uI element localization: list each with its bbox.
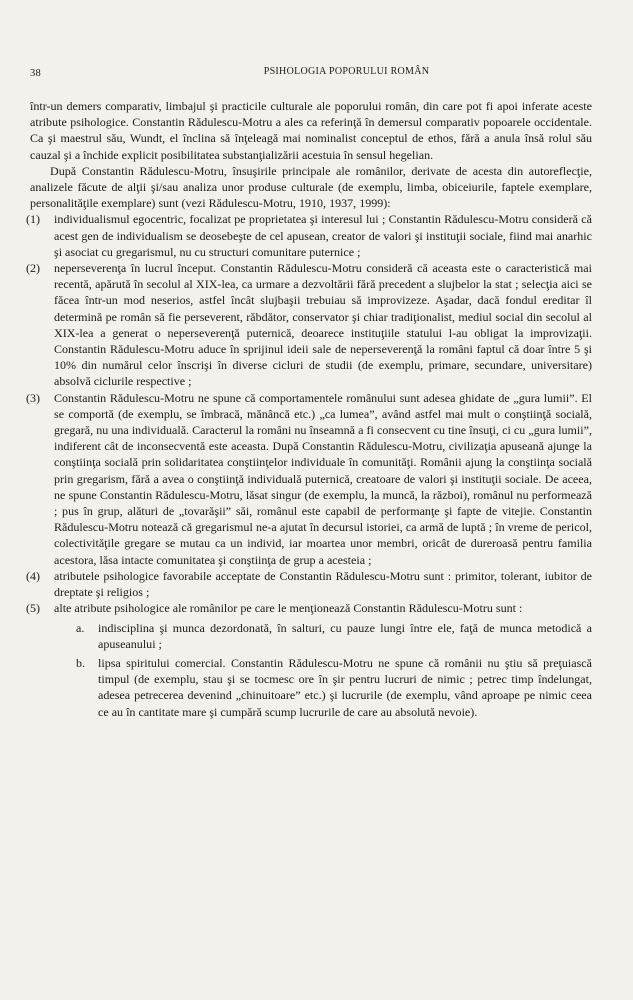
list-item-text: Constantin Rădulescu-Motru ne spune că comportamentele românului sunt adesea ghidate de „gura lumii”. El se comportă (de exemplu, se îmbracă, mănâncă etc.) „ca lumea”, având astfel mai mult o conştiinţă socială, gregară, nu una individuală. Caracterul la români nu înseamnă a fi consecvent cu tine însuţi, ci cu „gura lumii”, indiferent cât de inconsecventă este aceasta. După Constantin Rădulescu-Motru, civilizaţia apuseană ajunge la conştiinţa socială prin solidaritatea conştiinţelor individuale în comunităţi. Românii ajung la conştiinţa socială prin gregarism, fără a avea o conştiinţă individuală puternică, creatoare de valori şi instituţii sociale. De aceea, ne spune Constantin Rădulescu-Motru, lăsat singur (de exemplu, la muncă, la război), românul nu performează ; pus în grup, alături de „tovarăşii” săi, românul este capabil de performanţe şi fapte de vitejie. Constantin Rădulescu-Motru notează că gregarismul ne-a ajutat în decursul istoriei, ca armă de luptă ; în vreme de pericol, colectivităţile gregare se mutau ca un individ, iar moartea unor membri, oricât de dureroasă pentru familia acestora, lăsa intacte comunitatea şi conştiinţa de grup a acesteia ; xyxy=(54,390,592,567)
paragraph: într-un demers comparativ, limbajul şi practicile culturale ale poporului român, din care pot fi apoi inferate aceste atribute psihologice. Constantin Rădulescu-Motru a ales ca referinţă în demersul comparativ popoarele occidentale. Ca şi maestrul său, Wundt, el înclina să înţeleagă mai nominalist conceptul de ethos, fără a anula însă rolul său cauzal şi a închide explicit posibilitatea substanţializării acestuia în sensul hegelian. xyxy=(30,99,592,162)
page-header xyxy=(30,66,593,80)
list-item xyxy=(26,600,592,719)
list-item-marker: (3) xyxy=(26,390,41,405)
list-item xyxy=(26,211,592,260)
list-item xyxy=(26,568,592,600)
sublist-item-marker: a. xyxy=(76,620,85,635)
numbered-list xyxy=(26,211,592,719)
body-text xyxy=(26,98,592,720)
list-item xyxy=(26,260,592,390)
sublist-item-marker: b. xyxy=(76,655,86,670)
running-title: PSIHOLOGIA POPORULUI ROMÂN xyxy=(263,66,430,77)
sublist-item-text: indisciplina şi munca dezordonată, în salturi, cu pauze lungi între ele, faţă de munca metodică a apuseanului ; xyxy=(98,620,592,651)
list-item xyxy=(26,390,592,568)
list-item-marker: (1) xyxy=(26,212,41,227)
sublist-item xyxy=(74,620,592,652)
sublist-item xyxy=(74,655,592,720)
page-number: 38 xyxy=(30,68,42,79)
list-item-text: neperseverenţa în lucrul început. Constantin Rădulescu-Motru consideră că aceasta este o caracteristică mai recentă, apărută în secolul al XIX-lea, ca urmare a dezvoltării fără precedent a slujbelor la stat ; selecţia aici se făcea într-un mod neserios, astfel încât slujbaşii trebuiau să improvizeze. Aşadar, dacă fondul ereditar îl determină pe român să fie perseverent, răbdător, conservator şi chiar tradiţionalist, mediul social din secolul al XIX-lea a generat o neperseverenţă puternică, deoarece instituţiile statului l-au obligat la improvizaţii. Constantin Rădulescu-Motru aduce în sprijinul ideii sale de neperseverenţă la români faptul că doar între 5 şi 10% din numărul celor înscrişi în diverse cicluri de studii (de exemplu, primare, secundare, universitare) absolvă ciclurile respective ; xyxy=(54,261,592,389)
list-item-marker: (4) xyxy=(26,568,41,583)
lettered-sublist xyxy=(54,620,592,720)
sublist-item-text: lipsa spiritului comercial. Constantin Rădulescu-Motru ne spune că românii nu ştiu să preţuiască timpul (de exemplu, stau şi se tocmesc ore în şir pentru lucruri de nimic ; petrec timp îndelungat, adesea petrecerea devenind „chinuitoare” etc.) şi lucrurile (de exemplu, vând aproape pe nimic ceea ce au în cantitate mare şi cumpără scump lucrurile de care au absolută nevoie). xyxy=(98,655,592,719)
paragraph: După Constantin Rădulescu-Motru, însuşirile principale ale românilor, derivate de acesta din autoreflecţie, analizele făcute de alţii şi/sau analiza unor produse culturale (de exemplu, limba, obiceiurile, faptele exemplare, personalităţile exemplare) sunt (vezi Rădulescu-Motru, 1910, 1937, 1999): xyxy=(30,163,592,211)
list-item-marker: (5) xyxy=(26,601,41,616)
list-item-text: alte atribute psihologice ale românilor pe care le menţionează Constantin Rădulescu-Motru sunt : xyxy=(54,601,523,616)
list-item-marker: (2) xyxy=(26,261,41,276)
list-item-text: atributele psihologice favorabile acceptate de Constantin Rădulescu-Motru sunt : primitor, tolerant, iubitor de dreptate şi religios ; xyxy=(54,568,592,600)
list-item-text: individualismul egocentric, focalizat pe proprietatea şi interesul lui ; Constantin Rădulescu-Motru consideră că acest gen de individualism se deosebeşte de cel apusean, creator de valori şi instituţii sociale, fiind mai anarhic şi asociat cu gregarismul, nu cu structuri comunitare puternice ; xyxy=(54,212,592,259)
